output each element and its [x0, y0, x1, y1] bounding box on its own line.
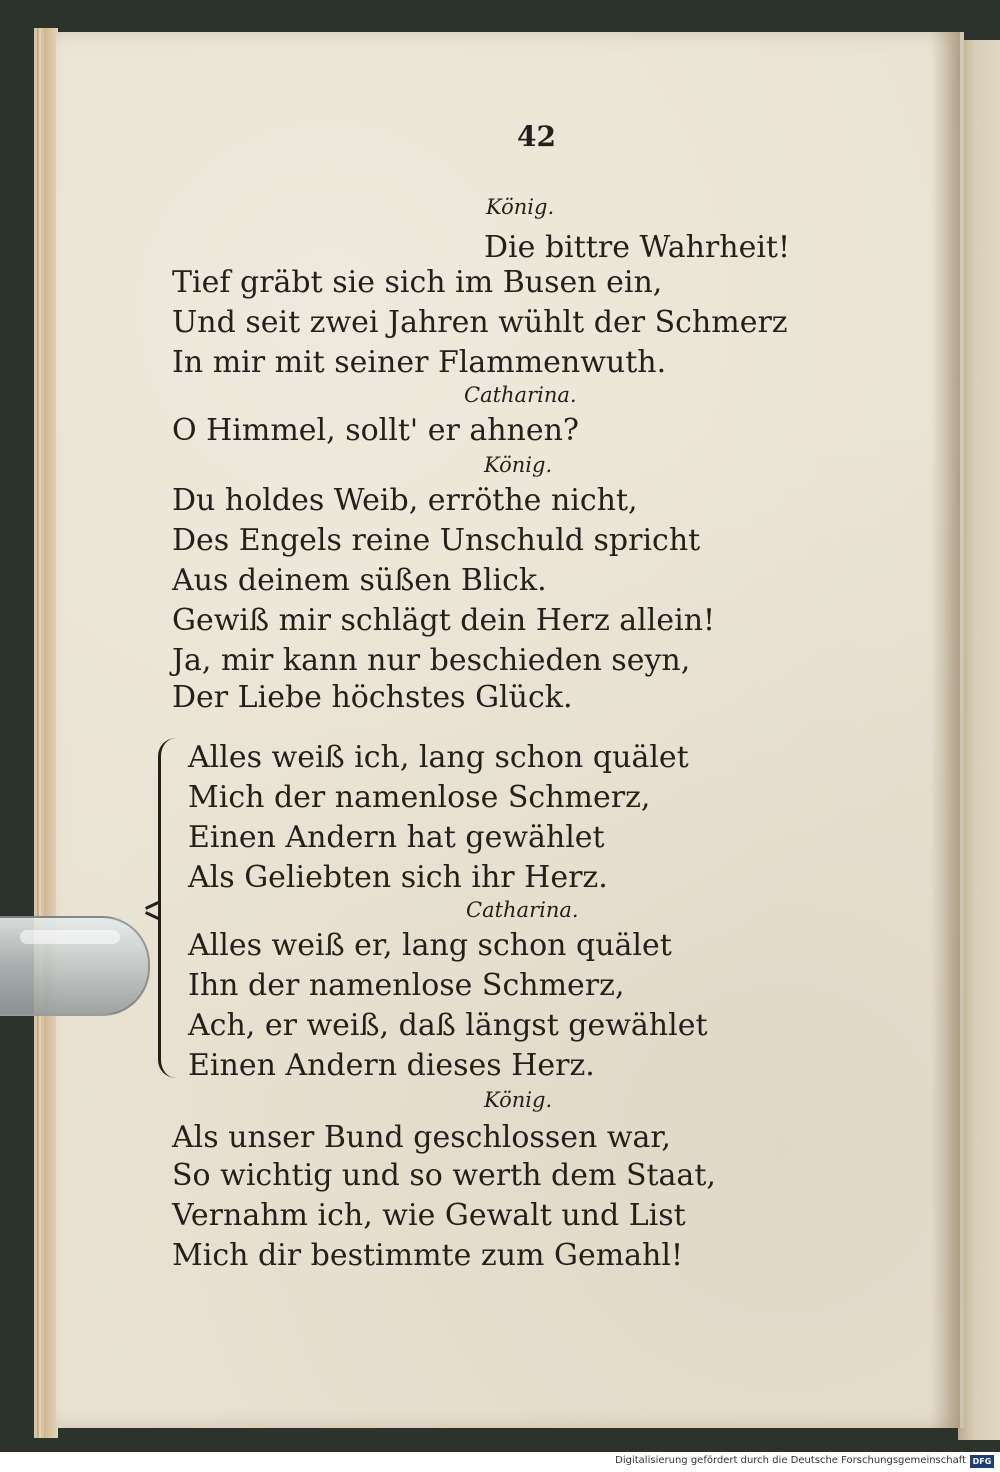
verse-line: Der Liebe höchstes Glück. [172, 680, 573, 715]
verse-line: Ach, er weiß, daß längst gewählet [188, 1008, 708, 1043]
funding-credit: Digitalisierung gefördert durch die Deutsche Forschungsgemeinschaft [615, 1455, 966, 1466]
speaker-name: Catharina. [464, 383, 577, 407]
verse-line: Tief gräbt sie sich im Busen ein, [172, 265, 663, 300]
verse-line: Und seit zwei Jahren wühlt der Schmerz [172, 305, 788, 340]
glass-page-weight [0, 916, 150, 1016]
verse-line: Alles weiß ich, lang schon quälet [188, 740, 689, 775]
page-number: 42 [517, 120, 556, 153]
verse-line: Mich der namenlose Schmerz, [188, 780, 651, 815]
verse-line: Du holdes Weib, erröthe nicht, [172, 483, 638, 518]
verse-line: Alles weiß er, lang schon quälet [188, 928, 672, 963]
speaker-name: König. [486, 195, 555, 219]
verse-line: Aus deinem süßen Blick. [172, 563, 547, 598]
next-page-edge [958, 40, 1000, 1440]
verse-line: Einen Andern hat gewählet [188, 820, 605, 855]
verse-line: Als Geliebten sich ihr Herz. [188, 860, 608, 895]
page-stack-edges [34, 28, 58, 1438]
verse-line: So wichtig und so werth dem Staat, [172, 1158, 716, 1193]
verse-line: Ihn der namenlose Schmerz, [188, 968, 625, 1003]
verse-line: O Himmel, sollt' er ahnen? [172, 413, 580, 448]
verse-line: Einen Andern dieses Herz. [188, 1048, 595, 1083]
verse-line: Vernahm ich, wie Gewalt und List [172, 1198, 686, 1233]
verse-line: Die bittre Wahrheit! [484, 230, 791, 265]
footer-bar [0, 1452, 1000, 1472]
dfg-logo: DFG [970, 1455, 994, 1468]
page-gutter-shadow [930, 32, 960, 1428]
verse-line: Ja, mir kann nur beschieden seyn, [172, 643, 691, 678]
verse-line: In mir mit seiner Flammenwuth. [172, 345, 667, 380]
verse-line: Mich dir bestimmte zum Gemahl! [172, 1238, 684, 1273]
verse-line: Des Engels reine Unschuld spricht [172, 523, 701, 558]
speaker-name: König. [484, 453, 553, 477]
verse-line: Gewiß mir schlägt dein Herz allein! [172, 603, 716, 638]
verse-line: Als unser Bund geschlossen war, [172, 1120, 671, 1155]
duet-brace [158, 738, 187, 1078]
speaker-name: Catharina. [466, 898, 579, 922]
speaker-name: König. [484, 1088, 553, 1112]
